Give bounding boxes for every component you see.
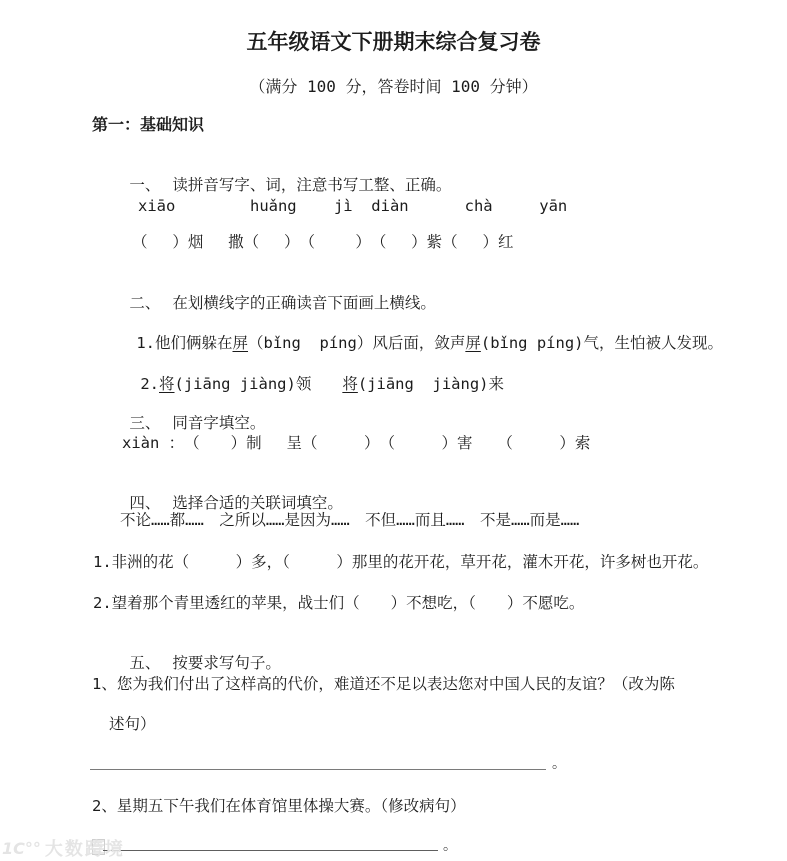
q2-item-2-mid: (jiāng jiàng)领: [174, 375, 343, 393]
q2-item-2-underlined-char-1: 将: [159, 375, 175, 393]
q4-number: 四、: [129, 494, 161, 512]
q3-instruction: 同音字填空。: [172, 414, 266, 432]
q2-item-1-underlined-char-1: 屏: [232, 334, 249, 352]
watermark-logo-icon: 1C°°: [2, 838, 41, 858]
section-1-header: 第一：基础知识: [92, 115, 205, 134]
watermark-text: 大数跨境: [44, 839, 125, 860]
q2-item-2-post: (jiāng jiàng)来: [357, 375, 505, 393]
q5-instruction: 按要求写句子。: [172, 654, 281, 672]
q2-item-2-pre: 2.: [140, 375, 159, 393]
page-subtitle: （满分 100 分，答卷时间 100 分钟）: [249, 77, 538, 96]
answer-blank-line-1: [90, 769, 546, 770]
q4-conjunction-options: 不论……都…… 之所以……是因为…… 不但……而且…… 不是……而是……: [120, 511, 580, 529]
q2-instruction: 在划横线字的正确读音下面画上横线。: [172, 294, 436, 312]
q1-number: 一、: [129, 176, 161, 194]
q2-item-1-mid: （bǐng píng）风后面，敛声: [248, 334, 466, 352]
q2-number: 二、: [129, 294, 161, 312]
q3-answer-row: xiàn ： （ ）制 呈（ ） （ ）害 （ ）索: [122, 434, 591, 452]
q5-number: 五、: [129, 654, 161, 672]
page-title: 五年级语文下册期末综合复习卷: [246, 30, 541, 54]
q3-number: 三、: [129, 414, 161, 432]
q4-instruction: 选择合适的关联词填空。: [172, 494, 343, 512]
q1-pinyin-row: xiāo huǎng jì diàn chà yān: [138, 197, 568, 215]
q2-item-2-underlined-char-2: 将: [342, 375, 358, 393]
answer-blank-1-period: 。: [552, 756, 566, 772]
q1-instruction: 读拼音写字、词，注意书写工整、正确。: [172, 176, 452, 194]
q5-item-2: 2、星期五下午我们在体育馆里体操大赛。（修改病句）: [92, 797, 466, 815]
answer-blank-line-2: [103, 850, 438, 851]
q5-item-1-line-1: 1、您为我们付出了这样高的代价，难道还不足以表达您对中国人民的友谊？（改为陈: [92, 675, 675, 693]
q4-item-2: 2.望着那个青里透红的苹果，战士们（ ）不想吃，（ ）不愿吃。: [93, 594, 585, 612]
q2-item-1-underlined-char-2: 屏: [465, 334, 481, 352]
q1-answer-row: （ ）烟 撒（ ） （ ） （ ）紫（ ）红: [132, 233, 514, 251]
q5-item-1-line-2: 述句）: [109, 715, 156, 733]
q4-item-1: 1.非洲的花（ ）多，（ ）那里的花开花，草开花，灌木开花，许多树也开花。: [93, 553, 709, 571]
q2-item-1-pre: 1.他们俩躲在: [136, 334, 233, 352]
q2-item-1-post: (bǐng píng)气，生怕被人发现。: [480, 334, 724, 352]
watermark: [2, 835, 125, 861]
answer-blank-2-period: 。: [443, 838, 457, 854]
